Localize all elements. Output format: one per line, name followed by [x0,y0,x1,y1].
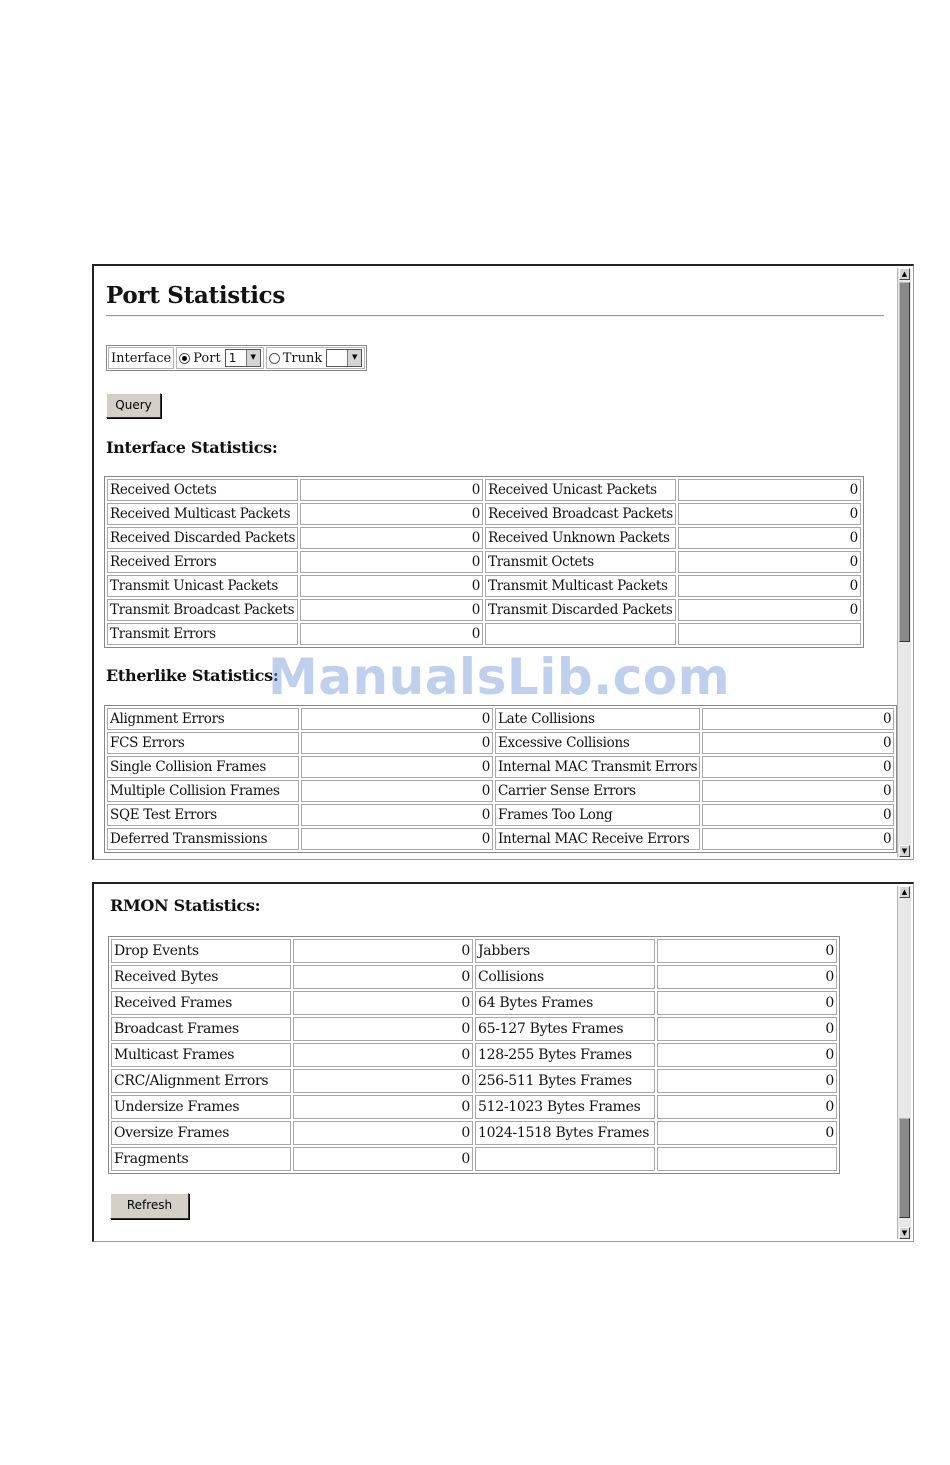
stat-value: 0 [657,965,837,989]
stat-value: 0 [702,732,894,754]
vertical-scrollbar[interactable] [897,268,911,857]
stat-label: Transmit Broadcast Packets [107,599,298,621]
port-statistics-frame [92,264,914,860]
table-row [107,503,861,525]
stat-value: 0 [300,599,483,621]
stat-label: Transmit Discarded Packets [485,599,676,621]
stat-label: Transmit Unicast Packets [107,575,298,597]
port-select[interactable] [225,349,261,367]
table-row [107,804,894,826]
stat-value: 0 [293,1069,473,1093]
stat-value: 0 [293,1043,473,1067]
stat-label: 128-255 Bytes Frames [475,1043,655,1067]
stat-label: Frames Too Long [495,804,700,826]
stat-label: Received Discarded Packets [107,527,298,549]
stat-label: Collisions [475,965,655,989]
stat-value [657,1147,837,1171]
stat-value: 0 [702,804,894,826]
table-row [111,991,837,1015]
trunk-radio-label: Trunk [282,350,323,366]
refresh-button[interactable]: Refresh [110,1193,189,1219]
scrollbar-thumb[interactable] [899,1118,910,1218]
stat-value: 0 [293,965,473,989]
stat-value: 0 [678,551,861,573]
query-button[interactable]: Query [106,393,161,418]
scroll-down-arrow-icon[interactable]: ▼ [899,1227,910,1239]
stat-value: 0 [300,575,483,597]
stat-label: Drop Events [111,939,291,963]
stat-label: Received Unicast Packets [485,479,676,501]
scroll-down-arrow-icon[interactable]: ▼ [899,845,910,857]
trunk-option-cell [266,347,366,369]
stat-label: Received Broadcast Packets [485,503,676,525]
table-row [107,527,861,549]
stat-label: CRC/Alignment Errors [111,1069,291,1093]
stat-label: 65-127 Bytes Frames [475,1017,655,1041]
stat-value: 0 [293,1147,473,1171]
stat-value: 0 [657,1043,837,1067]
stat-label: Carrier Sense Errors [495,780,700,802]
interface-statistics-heading: Interface Statistics: [106,438,278,457]
stat-label: Jabbers [475,939,655,963]
table-row [107,623,861,645]
port-option-cell [176,347,264,369]
table-row [111,939,837,963]
rmon-statistics-heading: RMON Statistics: [110,896,261,915]
stat-label: Alignment Errors [107,708,299,730]
title-divider [106,315,884,317]
chevron-down-icon[interactable]: ▼ [347,350,361,366]
table-row [107,599,861,621]
stat-value: 0 [657,939,837,963]
port-radio-label: Port [193,350,221,366]
table-row [107,708,894,730]
stat-label: Multiple Collision Frames [107,780,299,802]
vertical-scrollbar[interactable] [897,886,911,1239]
stat-label: Transmit Octets [485,551,676,573]
stat-label: 256-511 Bytes Frames [475,1069,655,1093]
stat-value: 0 [657,1121,837,1145]
stat-value: 0 [300,503,483,525]
stat-value: 0 [293,1017,473,1041]
stat-label: Broadcast Frames [111,1017,291,1041]
trunk-radio[interactable] [269,353,280,364]
trunk-select[interactable] [326,349,362,367]
stat-value: 0 [300,623,483,645]
stat-value: 0 [657,991,837,1015]
scroll-up-arrow-icon[interactable]: ▲ [899,886,910,898]
stat-value: 0 [300,551,483,573]
stat-label: Received Frames [111,991,291,1015]
stat-label: Multicast Frames [111,1043,291,1067]
stat-label: Received Octets [107,479,298,501]
stat-label: 64 Bytes Frames [475,991,655,1015]
stat-value: 0 [301,828,493,850]
stat-value: 0 [301,708,493,730]
etherlike-statistics-heading: Etherlike Statistics: [106,666,279,685]
chevron-down-icon[interactable]: ▼ [246,350,260,366]
stat-label: Transmit Errors [107,623,298,645]
stat-value: 0 [678,575,861,597]
stat-label: Undersize Frames [111,1095,291,1119]
stat-value: 0 [702,756,894,778]
stat-label: FCS Errors [107,732,299,754]
stat-value: 0 [678,503,861,525]
table-row [111,1095,837,1119]
stat-value: 0 [300,527,483,549]
stat-value [678,623,861,645]
interface-selector [106,345,367,371]
stat-label: Excessive Collisions [495,732,700,754]
rmon-statistics-table [108,936,840,1174]
stat-label: Fragments [111,1147,291,1171]
watermark: ManualsLib.com [268,648,731,706]
stat-label: Received Multicast Packets [107,503,298,525]
stat-label [475,1147,655,1171]
stat-label: SQE Test Errors [107,804,299,826]
stat-value: 0 [293,1121,473,1145]
table-row [107,756,894,778]
stat-value: 0 [678,599,861,621]
table-row [107,732,894,754]
stat-value: 0 [293,939,473,963]
stat-value: 0 [657,1069,837,1093]
table-row [107,828,894,850]
stat-value: 0 [702,708,894,730]
stat-value: 0 [678,527,861,549]
table-row [111,1121,837,1145]
stat-label [485,623,676,645]
stat-label: Deferred Transmissions [107,828,299,850]
page-title: Port Statistics [106,282,286,309]
scrollbar-thumb[interactable] [899,282,910,642]
port-select-value: 1 [228,351,237,365]
stat-label: Received Unknown Packets [485,527,676,549]
stat-value: 0 [301,756,493,778]
table-row [107,575,861,597]
stat-value: 0 [702,780,894,802]
stat-label: Late Collisions [495,708,700,730]
stat-value: 0 [657,1017,837,1041]
stat-label: Received Errors [107,551,298,573]
stat-value: 0 [678,479,861,501]
stat-label: Oversize Frames [111,1121,291,1145]
stat-label: Single Collision Frames [107,756,299,778]
interface-statistics-table [104,476,864,648]
table-row [111,1043,837,1067]
stat-value: 0 [293,1095,473,1119]
table-row [111,1069,837,1093]
interface-label: Interface [111,350,172,366]
stat-label: Received Bytes [111,965,291,989]
table-row [107,780,894,802]
stat-value: 0 [702,828,894,850]
table-row [111,1147,837,1171]
interface-label-cell [108,347,174,369]
stat-value: 0 [293,991,473,1015]
stat-label: 1024-1518 Bytes Frames [475,1121,655,1145]
stat-value: 0 [300,479,483,501]
stat-value: 0 [301,732,493,754]
stat-value: 0 [301,804,493,826]
stat-label: Internal MAC Transmit Errors [495,756,700,778]
stat-value: 0 [301,780,493,802]
table-row [111,1017,837,1041]
stat-label: 512-1023 Bytes Frames [475,1095,655,1119]
scroll-up-arrow-icon[interactable]: ▲ [899,268,910,280]
port-radio[interactable] [179,353,190,364]
table-row [111,965,837,989]
stat-value: 0 [657,1095,837,1119]
rmon-statistics-frame [92,882,914,1242]
table-row [107,479,861,501]
stat-label: Internal MAC Receive Errors [495,828,700,850]
stat-label: Transmit Multicast Packets [485,575,676,597]
etherlike-statistics-table [104,705,897,853]
table-row [107,551,861,573]
